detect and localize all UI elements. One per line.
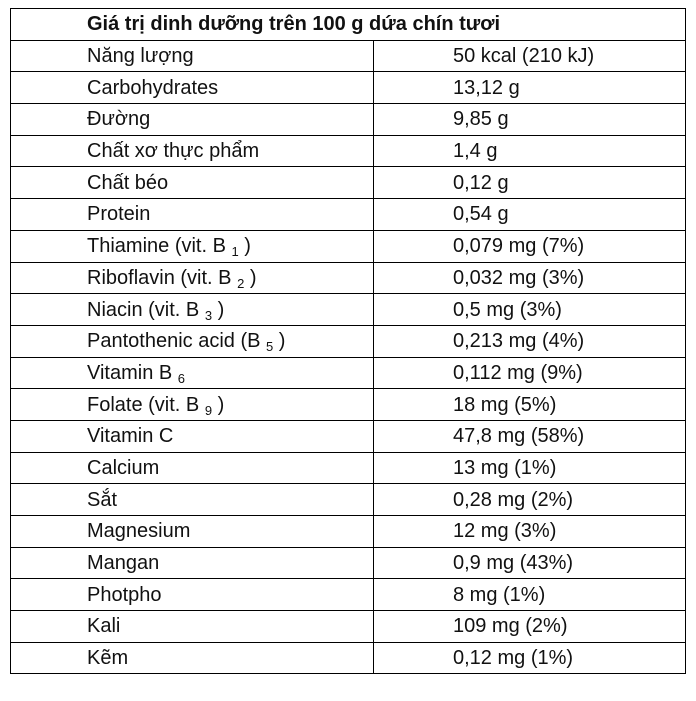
nutrient-name: Chất béo <box>87 171 169 194</box>
nutrient-value: 8 mg (1%) <box>374 579 686 611</box>
nutrient-name: Kẽm <box>87 647 129 670</box>
table-row <box>11 262 686 294</box>
nutrient-value: 0,079 mg (7%) <box>374 230 686 262</box>
nutrient-name: Vitamin B <box>87 361 178 384</box>
nutrient-name-cell <box>11 611 374 643</box>
nutrient-name: Pantothenic acid (B <box>87 330 266 353</box>
nutrient-name: Folate (vit. B <box>87 393 205 416</box>
table-row <box>11 199 686 231</box>
table-row <box>11 135 686 167</box>
nutrient-name-cell <box>11 325 374 357</box>
nutrient-name-suffix: ) <box>212 298 225 321</box>
nutrient-value: 0,54 g <box>374 199 686 231</box>
nutrient-value: 12 mg (3%) <box>374 516 686 548</box>
nutrient-name-cell <box>11 547 374 579</box>
nutrient-name: Chất xơ thực phẩm <box>87 140 260 163</box>
nutrient-value: 47,8 mg (58%) <box>374 420 686 452</box>
nutrient-name-suffix: ) <box>244 266 257 289</box>
nutrient-name: Kali <box>87 615 121 638</box>
nutrient-value: 9,85 g <box>374 104 686 136</box>
nutrient-name: Protein <box>87 203 151 226</box>
nutrient-value: 13 mg (1%) <box>374 452 686 484</box>
nutrient-name: Carbohydrates <box>87 76 219 99</box>
nutrient-name-cell <box>11 642 374 674</box>
nutrient-name: Riboflavin (vit. B <box>87 266 238 289</box>
nutrient-name-cell <box>11 294 374 326</box>
table-row <box>11 452 686 484</box>
nutrient-name: Magnesium <box>87 520 191 543</box>
nutrient-name-cell <box>11 167 374 199</box>
nutrient-name-cell <box>11 135 374 167</box>
table-row <box>11 642 686 674</box>
vitamin-subscript: 5 <box>266 339 274 355</box>
nutrient-value: 0,12 g <box>374 167 686 199</box>
nutrient-name-cell <box>11 104 374 136</box>
nutrient-value: 0,9 mg (43%) <box>374 547 686 579</box>
nutrient-name: Vitamin C <box>87 425 174 448</box>
nutrient-value: 0,28 mg (2%) <box>374 484 686 516</box>
nutrient-value: 13,12 g <box>374 72 686 104</box>
nutrient-name-suffix: ) <box>273 330 286 353</box>
table-body <box>11 40 686 674</box>
table-row <box>11 484 686 516</box>
nutrient-name-cell <box>11 230 374 262</box>
table-row <box>11 420 686 452</box>
nutrient-name-cell <box>11 72 374 104</box>
vitamin-subscript: 6 <box>177 370 186 386</box>
table-row <box>11 230 686 262</box>
nutrient-value: 0,12 mg (1%) <box>374 642 686 674</box>
nutrient-value: 0,032 mg (3%) <box>374 262 686 294</box>
table-row <box>11 611 686 643</box>
nutrient-name-cell <box>11 516 374 548</box>
nutrient-value: 109 mg (2%) <box>374 611 686 643</box>
table-title: Giá trị dinh dưỡng trên 100 g dứa chín tươi <box>11 9 686 41</box>
table-row <box>11 547 686 579</box>
vitamin-subscript: 9 <box>204 402 213 418</box>
table-row <box>11 579 686 611</box>
nutrient-name-cell <box>11 262 374 294</box>
nutrient-name-cell <box>11 357 374 389</box>
table-row <box>11 325 686 357</box>
nutrient-name-cell <box>11 484 374 516</box>
nutrient-value: 50 kcal (210 kJ) <box>374 40 686 72</box>
vitamin-subscript: 3 <box>204 307 213 323</box>
nutrient-value: 18 mg (5%) <box>374 389 686 421</box>
table-row <box>11 167 686 199</box>
nutrient-name-cell <box>11 199 374 231</box>
table-row <box>11 104 686 136</box>
nutrient-name: Đường <box>87 108 151 131</box>
nutrient-value: 0,112 mg (9%) <box>374 357 686 389</box>
nutrient-name: Niacin (vit. B <box>87 298 205 321</box>
nutrient-name-cell <box>11 40 374 72</box>
nutrient-name-cell <box>11 389 374 421</box>
nutrient-name-cell <box>11 420 374 452</box>
nutrient-name-suffix: ) <box>212 393 225 416</box>
table-row <box>11 357 686 389</box>
table-row <box>11 294 686 326</box>
table-row <box>11 72 686 104</box>
table-header <box>11 9 686 41</box>
vitamin-subscript: 1 <box>231 244 239 260</box>
nutrient-name: Mangan <box>87 552 160 575</box>
table-row <box>11 389 686 421</box>
nutrition-table <box>10 8 686 674</box>
nutrient-value: 0,5 mg (3%) <box>374 294 686 326</box>
nutrient-name: Calcium <box>87 456 160 479</box>
table-row <box>11 40 686 72</box>
vitamin-subscript: 2 <box>237 275 245 291</box>
nutrient-name: Năng lượng <box>87 45 194 68</box>
nutrient-name: Photpho <box>87 583 162 606</box>
nutrient-name: Thiamine (vit. B <box>87 235 232 258</box>
nutrient-value: 1,4 g <box>374 135 686 167</box>
nutrient-value: 0,213 mg (4%) <box>374 325 686 357</box>
nutrient-name: Sắt <box>87 488 118 511</box>
table-row <box>11 516 686 548</box>
nutrient-name-suffix: ) <box>238 235 251 258</box>
nutrient-name-cell <box>11 452 374 484</box>
title-row <box>11 9 686 41</box>
nutrient-name-cell <box>11 579 374 611</box>
